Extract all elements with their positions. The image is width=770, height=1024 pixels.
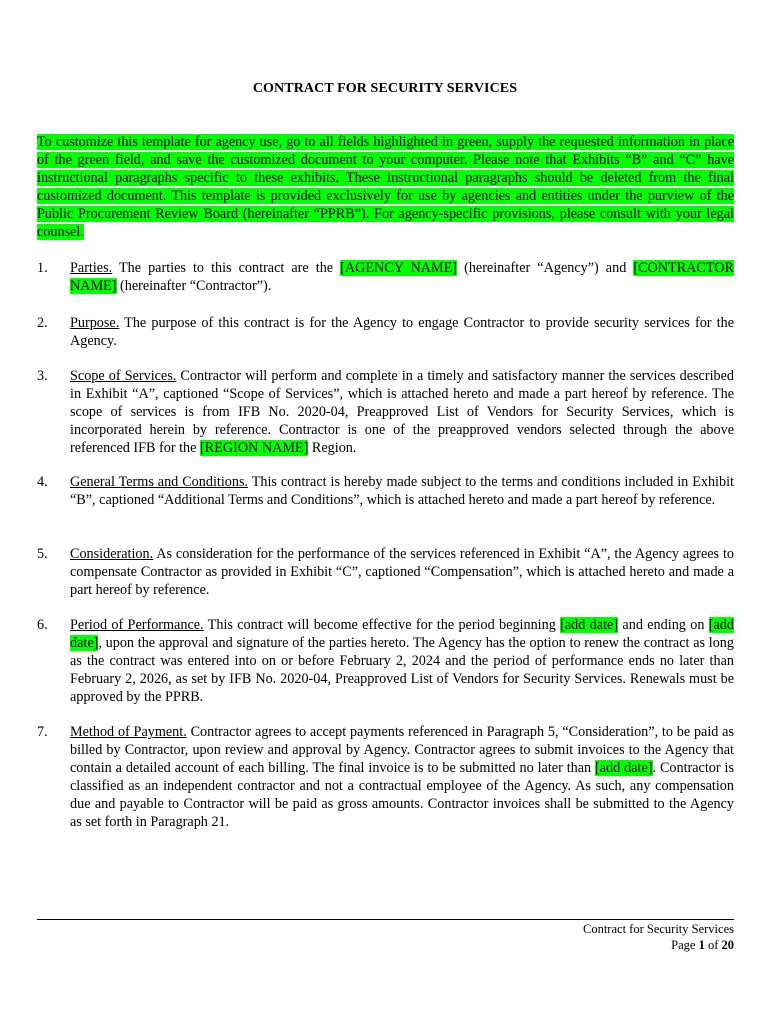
clause-number: 6. bbox=[37, 617, 48, 633]
clause-general-terms bbox=[37, 473, 734, 509]
document-title: CONTRACT FOR SECURITY SERVICES bbox=[252, 81, 518, 96]
footer-divider bbox=[37, 919, 734, 920]
page-footer bbox=[583, 921, 734, 953]
clause-body: General Terms and Conditions. This contract is hereby made subject to the terms and conditions included in Exhibit “B”, captioned “Additional Terms and Conditions”, which is attached hereto and made a part hereof by reference. bbox=[70, 474, 734, 508]
contractor-name-field[interactable]: [CONTRACTOR NAME] bbox=[70, 260, 734, 294]
clause-number: 5. bbox=[37, 546, 48, 562]
clause-heading: Consideration. bbox=[70, 546, 154, 562]
clause-consideration bbox=[37, 545, 734, 599]
start-date-field[interactable]: [add date] bbox=[560, 617, 619, 633]
clause-purpose bbox=[37, 314, 734, 350]
clause-body: Scope of Services. Contractor will perform and complete in a timely and satisfactory manner the services described in Exhibit “A”, captioned “Scope of Services”, which is attached hereto and made a part hereof by reference. The scope of services is from IFB No. 2020-04, Preapproved List of Vendors for Security Services, which is incorporated herein by reference. Contractor is one of the preapproved vendors selected through the above referenced IFB for the [REGION NAME] Region. bbox=[70, 368, 735, 456]
clause-number: 1. bbox=[37, 260, 48, 276]
clause-heading: Parties. bbox=[70, 260, 113, 276]
clause-period-of-performance bbox=[37, 616, 734, 706]
region-name-field[interactable]: [REGION NAME] bbox=[200, 440, 309, 456]
clause-body: Period of Performance. This contract will become effective for the period beginning [add date] and ending on [add date], upon the approval and signature of the parties hereto. The Agency has the option to renew the contract as long as the contract was entered into on or before February 2, 2024 and the period of performance ends no later than February 2, 2026, as set by IFB No. 2020-04, Preapproved List of Vendors for Security Services. Renewals must be approved by the PPRB. bbox=[70, 617, 734, 705]
clause-scope-of-services bbox=[37, 367, 734, 457]
instructions-paragraph bbox=[37, 133, 734, 241]
footer-title: Contract for Security Services bbox=[583, 922, 734, 936]
clause-method-of-payment bbox=[37, 723, 734, 831]
total-page-count: 20 bbox=[721, 938, 734, 952]
clause-number: 2. bbox=[37, 315, 48, 331]
current-page-number: 1 bbox=[698, 938, 705, 952]
instructions-text: To customize this template for agency use, go to all fields highlighted in green, supply the requested information in place of the green field, and save the customized document to your computer. Please note that Exhibits “B” and “C” have instructional paragraphs specific to these exhibits. These instructional paragraphs should be deleted from the final customized document. This template is provided exclusively for use by agencies and entities under the purview of the Public Procurement Review Board (hereinafter “PPRB”). For agency-specific provisions, please consult with your legal counsel. bbox=[37, 134, 734, 240]
final-invoice-date-field[interactable]: [add date] bbox=[595, 760, 653, 776]
end-date-field[interactable]: [add date] bbox=[70, 617, 734, 651]
clause-number: 4. bbox=[37, 474, 48, 490]
clause-heading: Period of Performance. bbox=[70, 617, 204, 633]
clause-parties bbox=[37, 259, 734, 295]
clause-body: Method of Payment. Contractor agrees to accept payments referenced in Paragraph 5, “Consideration”, to be paid as billed by Contractor, upon review and approval by Agency. Contractor agrees to submit invoices to the Agency that contain a detailed account of each billing. The final invoice is to be submitted no later than [add date]. Contractor is classified as an independent contractor and not a contractual employee of the Agency. As such, any compensation due and payable to Contractor will be paid as gross amounts. Contractor invoices shall be submitted to the Agency as set forth in Paragraph 21. bbox=[70, 724, 734, 830]
clause-number: 7. bbox=[37, 724, 48, 740]
clause-heading: General Terms and Conditions. bbox=[70, 474, 249, 490]
agency-name-field[interactable]: [AGENCY NAME] bbox=[340, 260, 458, 276]
clause-body: Consideration. As consideration for the performance of the services referenced in Exhibit “A”, the Agency agrees to compensate Contractor as provided in Exhibit “C”, captioned “Compensation”, which is attached hereto and made a part hereof by reference. bbox=[70, 546, 734, 598]
clause-number: 3. bbox=[37, 368, 48, 384]
clause-body: Parties. The parties to this contract are the [AGENCY NAME] (hereinafter “Agency”) and [CONTRACTOR NAME] (hereinafter “Contractor”). bbox=[70, 260, 734, 294]
page-counter: Page 1 of 20 bbox=[671, 938, 734, 952]
clause-heading: Method of Payment. bbox=[70, 724, 187, 740]
clause-heading: Purpose. bbox=[70, 315, 120, 331]
clause-heading: Scope of Services. bbox=[70, 368, 177, 384]
clause-body: Purpose. The purpose of this contract is for the Agency to engage Contractor to provide security services for the Agency. bbox=[70, 315, 734, 349]
